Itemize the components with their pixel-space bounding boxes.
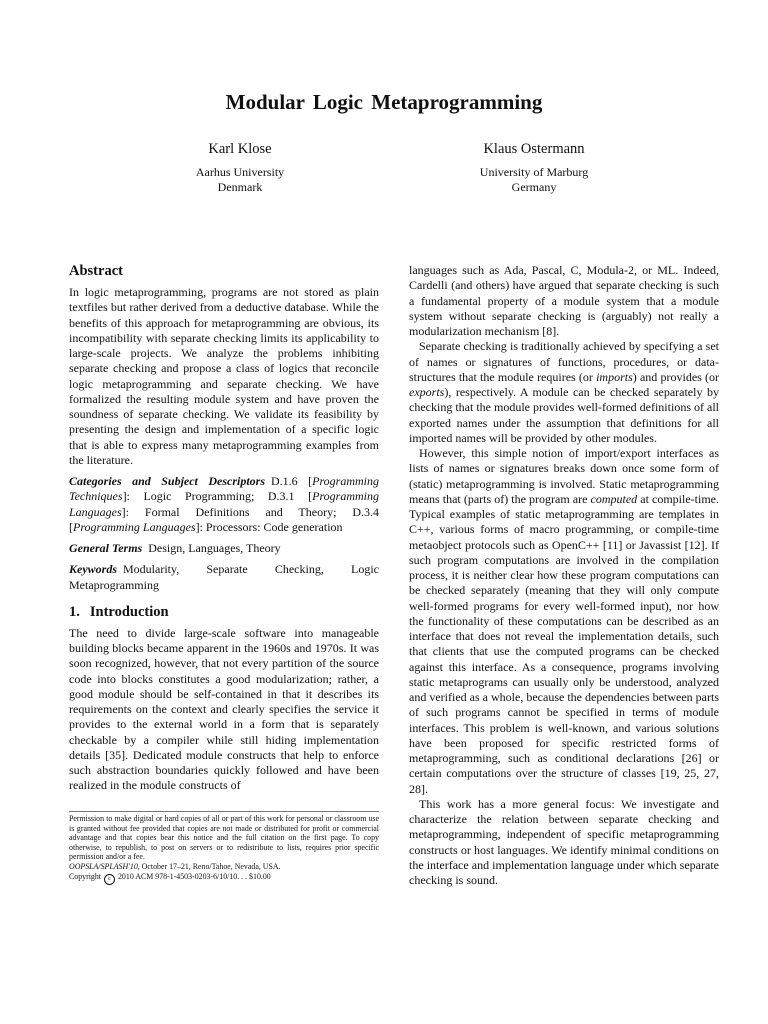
paragraph-text: ), respectively. A module can be checked separately by checking that the module provides well-formed definitions of all exported names under the assumption that definitions for all imported names will be provided by other modules. bbox=[409, 385, 719, 445]
categories-text: Programming Techniques bbox=[69, 474, 379, 504]
section-number: 1. bbox=[69, 603, 80, 620]
paragraph-text: Separate checking is traditionally achieved by specifying a set of names or signatures of functions, procedures, or data-structures that the module requires (or bbox=[409, 339, 719, 384]
paper-title: Modular Logic Metaprogramming bbox=[225, 90, 543, 114]
copyright-icon: c bbox=[104, 874, 115, 885]
emphasis-text: imports bbox=[596, 369, 633, 384]
permission-text: Permission to make digital or hard copies of all or part of this work for personal or classroom use is granted without fee provided that copies are not made or distributed for profit or commercial advantage and that copies bear this notice and the full citation on the first page. To copy otherwise, to republish, to post on servers or to redistribute to lists, requires prior specific permission and/or a fee. bbox=[69, 814, 379, 862]
general-terms-label: General Terms bbox=[69, 541, 143, 555]
author-affiliation: University of Marburg bbox=[479, 165, 589, 179]
author-block-2 bbox=[404, 140, 664, 195]
general-terms-text: Design, Languages, Theory bbox=[148, 541, 281, 555]
right-column bbox=[409, 263, 719, 888]
introduction-heading bbox=[69, 603, 379, 621]
copyright-text: 2010 ACM 978-1-4503-0203-6/10/10. . . $10.00 bbox=[117, 871, 271, 881]
categories-text: Programming Languages bbox=[69, 489, 379, 519]
keywords bbox=[69, 562, 379, 593]
body-paragraph bbox=[409, 339, 719, 446]
categories-text: Programming Languages bbox=[73, 519, 196, 534]
keywords-text: Modularity, Separate Checking, Logic Metaprogramming bbox=[69, 562, 379, 592]
categories-label: Categories and Subject Descriptors bbox=[69, 474, 265, 488]
author-name: Karl Klose bbox=[208, 141, 272, 157]
emphasis-text: exports bbox=[409, 385, 445, 399]
paragraph-text: However, this simple notion of import/export interfaces as lists of names or signatures breaks down once some form of (static) metaprogramming is involved. Static metaprogramming means that (parts of) the program are bbox=[409, 446, 719, 506]
categories-text: ]: Logic Programming; D.3.1 [ bbox=[122, 489, 313, 504]
venue-line bbox=[69, 862, 379, 872]
emphasis-text: computed bbox=[590, 491, 638, 506]
categories-descriptors bbox=[69, 474, 379, 535]
general-terms bbox=[69, 541, 379, 556]
author-country: Denmark bbox=[217, 180, 263, 194]
copyright-prefix: Copyright bbox=[69, 871, 102, 881]
permission-footnote bbox=[69, 811, 379, 885]
author-country: Germany bbox=[511, 180, 557, 194]
categories-text: D.1.6 [ bbox=[271, 474, 313, 488]
categories-text: ]: Formal Definitions and Theory; D.3.4 [ bbox=[69, 504, 379, 534]
categories-text: ]: Processors: Code generation bbox=[195, 519, 343, 534]
body-paragraph: languages such as Ada, Pascal, C, Modula-2, or ML. Indeed, Cardelli (and others) have argued that separate checking is such a fundamental property of a module system that a module system without separate checking is (arguably) not really a modularization mechanism [8]. bbox=[409, 263, 719, 338]
left-column bbox=[69, 262, 379, 794]
abstract-heading: Abstract bbox=[69, 263, 123, 279]
keywords-label: Keywords bbox=[69, 562, 117, 577]
section-title: Introduction bbox=[89, 603, 169, 620]
venue-name: OOPSLA/SPLASH'10, bbox=[69, 861, 140, 871]
venue-details: October 17–21, Reno/Tahoe, Nevada, USA. bbox=[141, 861, 281, 871]
body-paragraph: This work has a more general focus: We investigate and characterize the relation between separate checking and metaprogramming, independent of specific metaprogramming constructs or host languages. We identify minimal conditions on the interface and implementation language under which separate checking is sound. bbox=[409, 796, 719, 887]
author-name: Klaus Ostermann bbox=[483, 141, 585, 157]
introduction-text: The need to divide large-scale software into manageable building blocks became apparent in the 1960s and 1970s. It was soon recognized, however, that not every partition of the source code into blocks constitutes a good modularization; rather, a good module should be self-contained in that it describes its requirements on the context and clearly specifies the service it provides to the external world in a form that is separately checkable by a compiler while still hiding implementation details [35]. Dedicated module constructs that help to enforce such abstraction boundaries quickly followed and have been realized in the module constructs of bbox=[69, 625, 379, 793]
body-paragraph bbox=[409, 446, 719, 797]
paragraph-text: ) and provides (or bbox=[632, 369, 719, 384]
author-affiliation: Aarhus University bbox=[195, 165, 285, 179]
paragraph-text: at compile-time. Typical examples of static metaprogramming are templates in C++, various forms of macro programming, or compile-time metaobject protocols such as OpenC++ [11] or Javassist [12]. If such program computations are involved in the compilation process, it is neither clear how these program computations can be checked separately (meaning that they will only compute well-formed programs for every well-formed input), nor how the functionality of these computations can be described as an interface that does not reveal the implementation details, such that clients that use the computed programs can be checked against this interface. As a consequence, programs involving static metaprograms can usually only be understood, analyzed and verified as a whole, because the dependencies between parts of such programs cannot be specified in terms of module interfaces. This problem is well-known, and various solutions have been proposed for specific restricted forms of metaprogramming, such as conditional declarations [26] or certain computations over the structure of classes [19, 25, 27, 28]. bbox=[409, 491, 719, 796]
author-block-1 bbox=[110, 140, 370, 195]
abstract-text: In logic metaprogramming, programs are not stored as plain textfiles but rather derived from a deductive database. While the benefits of this approach for metaprogramming are obvious, its incompatibility with separate checking limits its applicability to large-scale projects. We analyze the problems inhibiting separate checking and propose a class of logics that reconcile logic metaprogramming and separate checking. We have formalized the resulting module system and have proven the soundness of separate checking. We validate its feasibility by presenting the design and implementation of a specific logic that is able to express many metaprogramming examples from the literature. bbox=[69, 285, 379, 467]
copyright-line bbox=[69, 872, 379, 885]
